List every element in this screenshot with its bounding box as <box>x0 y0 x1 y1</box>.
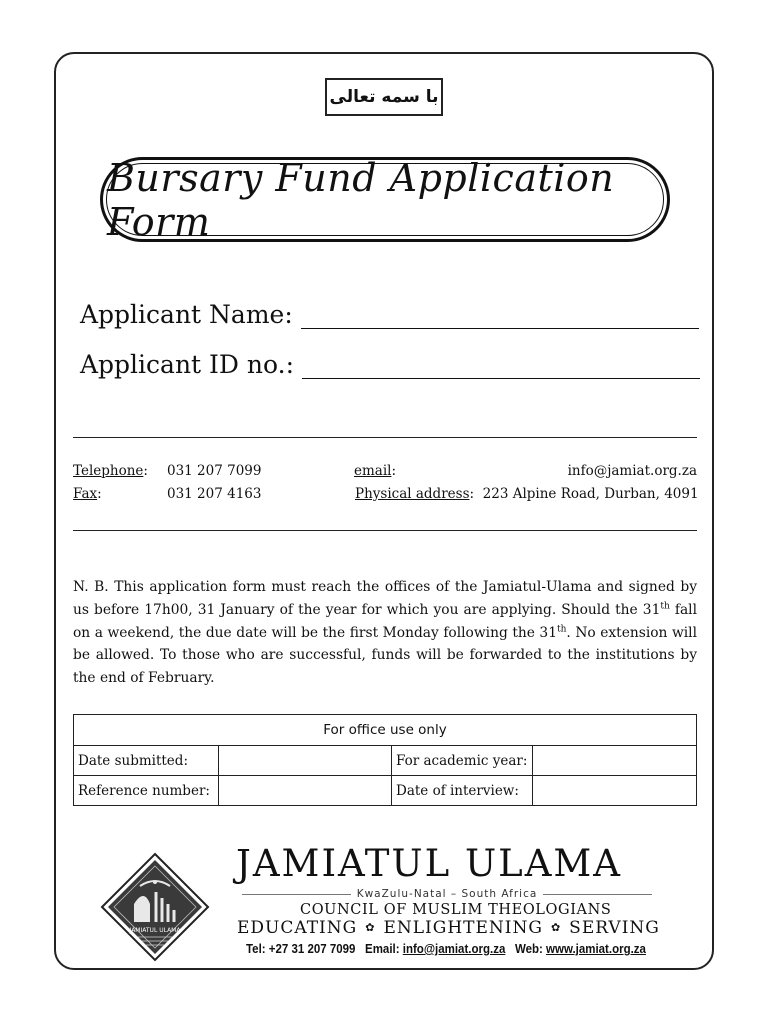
fax-row: Fax: <box>73 486 102 502</box>
address-value: 223 Alpine Road, Durban, 4091 <box>482 486 699 502</box>
jamiatul-ulama-logo <box>100 852 210 962</box>
footer-web-label: Web: <box>514 942 543 956</box>
applicant-id-input-line[interactable] <box>302 354 700 379</box>
reference-number-cell[interactable] <box>219 776 392 806</box>
academic-year-cell[interactable] <box>533 746 697 776</box>
motto-educating: EDUCATING <box>237 918 358 938</box>
fax-label: Fax <box>73 486 98 502</box>
date-of-interview-cell[interactable] <box>533 776 697 806</box>
motto-serving: SERVING <box>569 918 660 938</box>
arabic-invocation-box <box>325 78 443 116</box>
academic-year-label: For academic year: <box>392 746 533 776</box>
title-frame-inner <box>106 155 664 244</box>
notice-sup-2: th <box>557 624 567 634</box>
notice-text-1: N. B. This application form must reach the offices of the Jamiatul-Ulama and signed by us before 17h00, 31 January of the year for which you are applying. Should the 31 <box>73 579 697 618</box>
footer-web-link[interactable]: www.jamiat.org.za <box>546 942 646 956</box>
email-value: info@jamiat.org.za <box>567 463 697 479</box>
reference-number-label: Reference number: <box>74 776 219 806</box>
email-label: email <box>354 463 392 479</box>
footer-email-link[interactable]: info@jamiat.org.za <box>402 942 506 956</box>
notice-sup-1: th <box>660 601 670 612</box>
date-submitted-label: Date submitted: <box>74 746 219 776</box>
divider-top <box>73 437 697 438</box>
footer-tel: Tel: +27 31 207 7099 <box>246 942 356 956</box>
org-name: JAMIATUL ULAMA <box>236 842 623 885</box>
council-text: COUNCIL OF MUSLIM THEOLOGIANS <box>300 902 612 918</box>
region-text: KwaZulu-Natal – South Africa <box>356 888 538 900</box>
divider-bottom <box>73 530 697 531</box>
applicant-id-label: Applicant ID no.: <box>80 350 295 379</box>
motto <box>237 918 660 938</box>
notice-text-2: fall on a weekend, the due date will be the first Monday following the 31 <box>73 601 697 641</box>
region-line <box>236 888 658 900</box>
form-title: Bursary Fund Application Form <box>107 155 615 244</box>
fax-value: 031 207 4163 <box>167 486 262 502</box>
office-use-title: For office use only <box>74 715 697 746</box>
flower-icon: ✿ <box>365 921 376 934</box>
applicant-name-field <box>80 300 699 329</box>
email-row: email: <box>354 463 397 479</box>
arabic-invocation: با سمه تعالى <box>329 87 439 107</box>
region-rule-left <box>242 894 351 895</box>
logo-caption: JAMIATUL ULAMA <box>129 927 181 934</box>
office-use-table <box>73 714 697 806</box>
footer-email-label: Email: <box>365 942 400 956</box>
date-submitted-cell[interactable] <box>219 746 392 776</box>
telephone-row: Telephone: <box>73 463 148 479</box>
flower-icon: ✿ <box>550 921 562 934</box>
region-rule-right <box>543 894 652 895</box>
notice-paragraph <box>73 576 697 690</box>
address-label: Physical address <box>355 486 470 502</box>
telephone-label: Telephone <box>73 463 144 479</box>
applicant-name-label: Applicant Name: <box>80 300 293 329</box>
notice-text-3: . No extension will be allowed. To those who are successful, funds will be forwarded to the institutions by the end of February. <box>73 624 698 687</box>
applicant-id-field <box>80 350 700 379</box>
address-row: Physical address: 223 Alpine Road, Durban, 4091 <box>355 486 699 502</box>
footer-contact-line <box>246 942 646 956</box>
motto-enlightening: ENLIGHTENING <box>383 918 543 938</box>
date-of-interview-label: Date of interview: <box>392 776 533 806</box>
telephone-value: 031 207 7099 <box>167 463 262 479</box>
applicant-name-input-line[interactable] <box>301 304 699 329</box>
